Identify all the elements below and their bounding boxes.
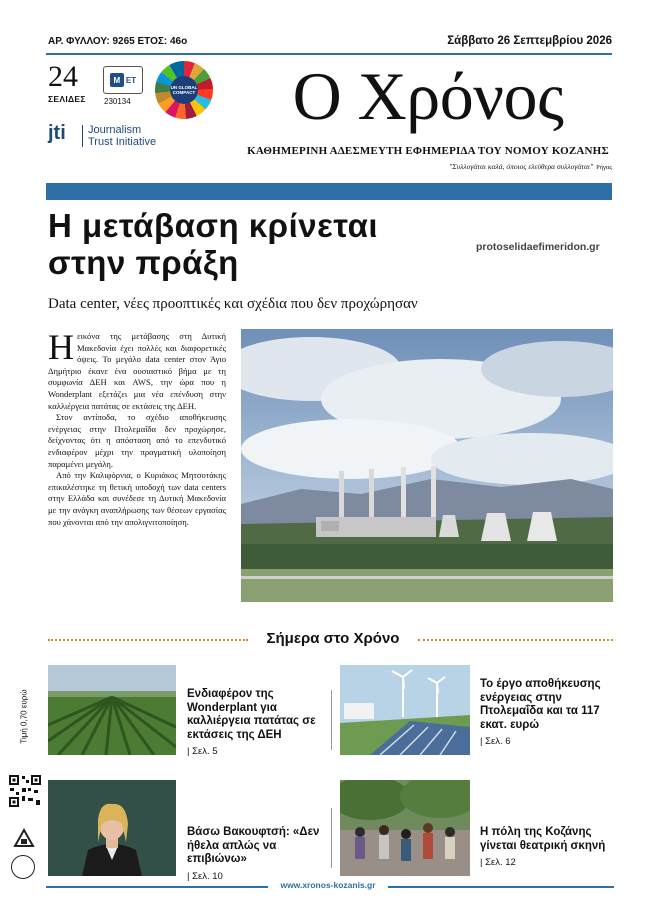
lead-headline-line-2: στην πράξη: [48, 244, 239, 281]
motto-text: "Συλλογάται καλά, όποιος ελεύθερα συλλογάται": [449, 162, 594, 171]
section-divider-right: [418, 639, 613, 641]
un-global-compact-logo: [155, 61, 213, 119]
footer-rule-right: [388, 886, 614, 888]
jti-logo: jti: [48, 122, 66, 144]
newspaper-title: Ο Χρόνος: [292, 58, 564, 134]
article-paragraph-3: Από την Καλιφόρνια, ο Κυριάκος Μητσοτάκης επικαλέστηκε τη θετική υποδοχή των data centers στην Ελλάδα και συνέδεσε τη Δυτική Μακεδονία με την ανάγκη αναπλήρωσης των θέσεων εργασίας που χάνονται από την απολιγνιτοποίηση.: [48, 470, 226, 527]
story-card-2[interactable]: [480, 678, 614, 749]
article-paragraph-2: Στον αντίποδα, το σχέδιο αποθήκευσης ενέργειας στην Πτολεμαΐδα δεν προχώρησε, δείχνοντας ότι η απόσταση από το επενδυτικό ενδιαφέρον μέχρι την πραγματική υλοποίηση παραμένει μεγάλη.: [48, 412, 226, 469]
section-title: Σήμερα στο Χρόνο: [266, 630, 400, 647]
lead-photo-power-plant: [241, 329, 613, 602]
story-page-ref-2: | Σελ. 6: [480, 736, 511, 747]
story-image-theatre-street[interactable]: [340, 780, 470, 876]
met-registry-number: 230134: [104, 97, 131, 106]
story-separator-top: [331, 690, 332, 750]
price-text: Τιμή 0,70 ευρώ: [19, 689, 29, 744]
story-separator-bottom: [331, 808, 332, 868]
section-divider-left: [48, 639, 248, 641]
story-page-ref-3: | Σελ. 10: [187, 870, 223, 882]
lead-headline: [48, 207, 478, 281]
story-card-1[interactable]: [187, 688, 321, 759]
met-m-icon: Μ: [110, 73, 124, 87]
story-card-3[interactable]: [187, 826, 321, 883]
lead-headline-line-1: Η μετάβαση κρίνεται: [48, 207, 379, 244]
masthead-bar: [46, 183, 612, 200]
story-page-ref-1: | Σελ. 5: [187, 746, 218, 757]
story-image-energy-storage[interactable]: [340, 665, 470, 755]
footer-website-link[interactable]: www.xronos-kozanis.gr: [280, 880, 376, 890]
motto-source: Ρήγας: [596, 164, 612, 171]
stamp-seal-icon: [11, 855, 35, 879]
story-image-potato-field[interactable]: [48, 665, 176, 755]
source-watermark: protoselidaefimeridon.gr: [476, 241, 600, 253]
page-count: 24: [48, 60, 78, 93]
story-image-portrait[interactable]: [48, 780, 176, 876]
issue-date: Σάββατο 26 Σεπτεμβρίου 2026: [447, 35, 612, 47]
article-paragraph-1: εικόνα της μετάβασης στη Δυτική Μακεδονία έχει πολλές και διαφορετικές όψεις. Το μεγάλο data center στον Άγιο Δημήτριο έκανε ένα ουσιαστικό βήμα με τη συμφωνία ΔΕΗ και AWS, την ώρα που η Wonderplant εξετάζει μια νέα επένδυση στην καλλιέργεια πατάτας σε εκτάσεις της ΔΕΗ.: [48, 331, 226, 411]
price-label: [16, 690, 32, 750]
story-card-4[interactable]: [480, 826, 614, 870]
jti-caption-line-1: Journalism: [88, 124, 142, 136]
un-global-compact-text: UN GLOBAL COMPACT: [170, 76, 198, 104]
motto: [449, 162, 612, 171]
newspaper-subtitle: ΚΑΘΗΜΕΡΙΝΗ ΑΔΕΣΜΕΥΤΗ ΕΦΗΜΕΡΙΔΑ ΤΟΥ ΝΟΜΟΥ ΚΟΖΑΝΗΣ: [247, 145, 609, 157]
met-et-label: ΕΤ: [125, 75, 137, 85]
story-page-ref-4: | Σελ. 12: [480, 857, 516, 868]
story-title-2: Το έργο αποθήκευσης ενέργειας στην Πτολεμαΐδα και τα 117 εκατ. ευρώ: [480, 678, 601, 731]
page-count-label: ΣΕΛΙΔΕΣ: [48, 94, 86, 104]
met-registry-logo: [103, 66, 143, 94]
issue-number: ΑΡ. ΦΥΛΛΟΥ: 9265 ΕΤΟΣ: 46ο: [48, 36, 188, 47]
story-title-3: Βάσω Βακουφτσή: «Δεν ήθελα απλώς να επιβιώνω»: [187, 826, 320, 865]
elta-logo-icon: [12, 826, 36, 850]
footer-rule-left: [46, 886, 268, 888]
story-title-4: Η πόλη της Κοζάνης γίνεται θεατρική σκηνή: [480, 826, 606, 852]
jti-divider: [82, 125, 83, 147]
story-title-1: Ενδιαφέρον της Wonderplant για καλλιέργεια πατάτας σε εκτάσεις της ΔΕΗ: [187, 688, 316, 741]
lead-article-body: [48, 327, 226, 528]
lead-deck: Data center, νέες προοπτικές και σχέδια που δεν προχώρησαν: [48, 296, 418, 312]
drop-cap: Η: [48, 327, 74, 367]
jti-caption: [88, 124, 156, 148]
jti-caption-line-2: Trust Initiative: [88, 136, 157, 148]
qr-code-icon[interactable]: [8, 774, 42, 808]
